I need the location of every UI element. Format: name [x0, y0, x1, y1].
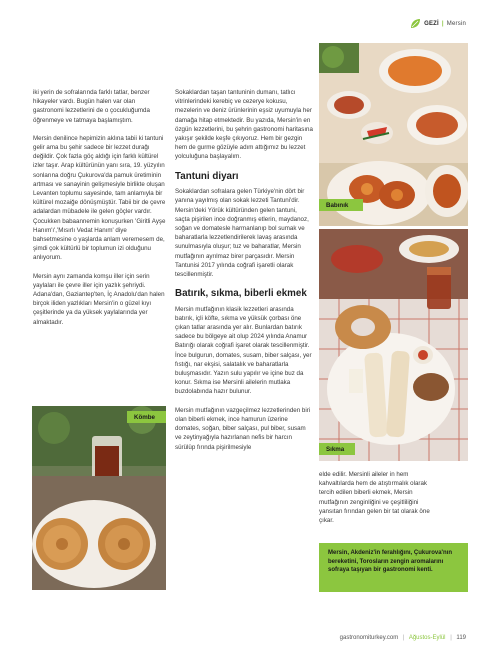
subheading-tantuni: Tantuni diyarı: [175, 170, 239, 182]
subheading-batirik: Batırık, sıkma, biberli ekmek: [175, 288, 307, 300]
paragraph: Sokaklardan sofralara gelen Türkiye'nin dört bir yanına yayılmış olan sokak lezzeti Tantuni'dir. Mersin'deki Yörük kültüründen gelen tantuni, saçta pişirilen ince doğranmış etlerin, maydanoz, soğan ve domatesle harmanlanıp bol sumak ve baharatlarla lezzetlendirilerek lavaş arasında sunulmasıyla oluşur; tuz ve baharatlar, Mersin mutfağının ayrılmaz birer parçasıdır. Mersin Tantunisi 2017 yılında coğrafi işaretli olarak tescillenmiştir.: [175, 188, 309, 278]
section-header: [409, 18, 466, 30]
paragraph: Mersin mutfağının vazgeçilmez lezzetlerinden biri olan biberli ekmek, ince hamurun üzerine domates, soğan, biber salçası, pul biber, susam ve zeytinyağıyla hazırlanan nefis bir harcın sürülüp fırında pişirilmesiyle: [175, 406, 311, 451]
kombe-photo: [32, 406, 166, 590]
header-separator: |: [441, 21, 444, 27]
section-label: GEZİ: [424, 21, 439, 27]
photo-caption-babinik: Babınık: [319, 199, 363, 211]
text-column-1: [33, 88, 166, 336]
footer-separator: |: [450, 635, 452, 641]
paragraph: Mersin aynı zamanda komşu iller için serin yaylaları ile çevre iller için yazlık şehriydi. Adana'dan, Gaziantep'ten, İç Anadolu'dan halen birçok iliden yazlıkları Mersin'in o güzel kıyı çeşitlerinde ya da yüksek yaylalarında yer almaktadır.: [33, 272, 165, 326]
paragraph: Mersin denilince hepimizin aklına tabii ki tantuni gelir ama bu şehir sadece bir lezzet durağı değildir. Çok fazla göç aldığı için farklı kültürel izler taşır. Arap kültürünün yanı sıra, 19. yüzyılın sonlarına doğru Çukurova'da pamuk üretiminin artması ve sanayinin gelişmesiyle birlikte oluşan Levanten toplumu sayesinde, tam anlamıyla bir kültürel mozaiğe dönüşmüştür. Tabii bir de çevre adalardan mübadele ile gelen göçler vardır. Çocukken babaannemin konuşurken 'Giritli Ayşe Hanım'ı','Mısırlı Vedat Hanım' diye bahsetmesine o yaşlarda anlam veremesem de, şimdi çok kültürlü bir toplumun izi olduğunu anlıyorum.: [33, 134, 166, 262]
green-leaf-logo-icon: [409, 18, 421, 30]
paragraph: iki yerin de sofralarında farklı tatlar, benzer hikayeler vardı. Bugün halen var olan gastronomi lezzetlerini de o çocukluğumda öğrenmeye ve tatmaya başlamıştım.: [33, 89, 150, 124]
footer-issue: Ağustos-Eylül: [408, 635, 446, 641]
footer-separator: |: [402, 635, 405, 641]
subsection-label: Mersin: [446, 21, 466, 27]
sikma-photo: [319, 229, 468, 461]
paragraph: elde edilir. Mersinli aileler in hem kahvaltılarda hem de atıştırmalık olarak tercih edilen biberli ekmek, Mersin mutfağının zenginliğini ve çeşitliliğini yansıtan fırından gelen bir tat olarak öne çıkar.: [319, 471, 430, 525]
text-column-2: [175, 88, 313, 461]
page-footer: [340, 635, 466, 641]
photo-caption-kombe: Kömbe: [127, 411, 166, 423]
page-number: 119: [456, 635, 466, 641]
pull-quote: Mersin, Akdeniz'in ferahlığını, Çukurova'nın bereketini, Torosların zengin aromalarını sofraya taşıyan bir gastronomi kenti.: [319, 543, 468, 592]
paragraph: Sokaklardan taşan tantuninin dumanı, tatlıcı vitrinlerindeki kerebiç ve cezerye kokusu, mezelerin ve deniz ürünlerinin eşsiz uyumuyla her damağa hitap etmektedir. Bu yazıda, Mersin'in en özgün lezzetlerini, bu şehrin gastronomi haritasına yakışır şekilde keşfe çıkıyoruz. Hem bir gezgin hem de gurme gözüyle adım attığımız bu lezzet yolculuğuna başlayalım.: [175, 89, 313, 161]
paragraph: Mersin mutfağının klasik lezzetleri arasında batırık, içli köfte, sıkma ve yüksük çorbası öne çıkan tatlar arasında yer alır. Bunlardan batırık sadece bu bölgeye ait olup 2024 yılında Anamur Batırığı olarak coğrafi işaret olarak tescillenmiştir. İnce bulgurun, domates, susam, biber salçası, yer fıstığı, nar ekşisi, salatalık ve baharatlarla buluşmasıdır. Yazın sulu yapılır ve içine buz da konur. Sıkma ise Mersinli ailelerin mutlaka buzdolabında hazır bulunur.: [175, 305, 312, 396]
photo-caption-sikma: Sıkma: [319, 443, 355, 455]
footer-site: gastronomiturkey.com: [339, 635, 399, 641]
text-column-3: [319, 470, 443, 534]
